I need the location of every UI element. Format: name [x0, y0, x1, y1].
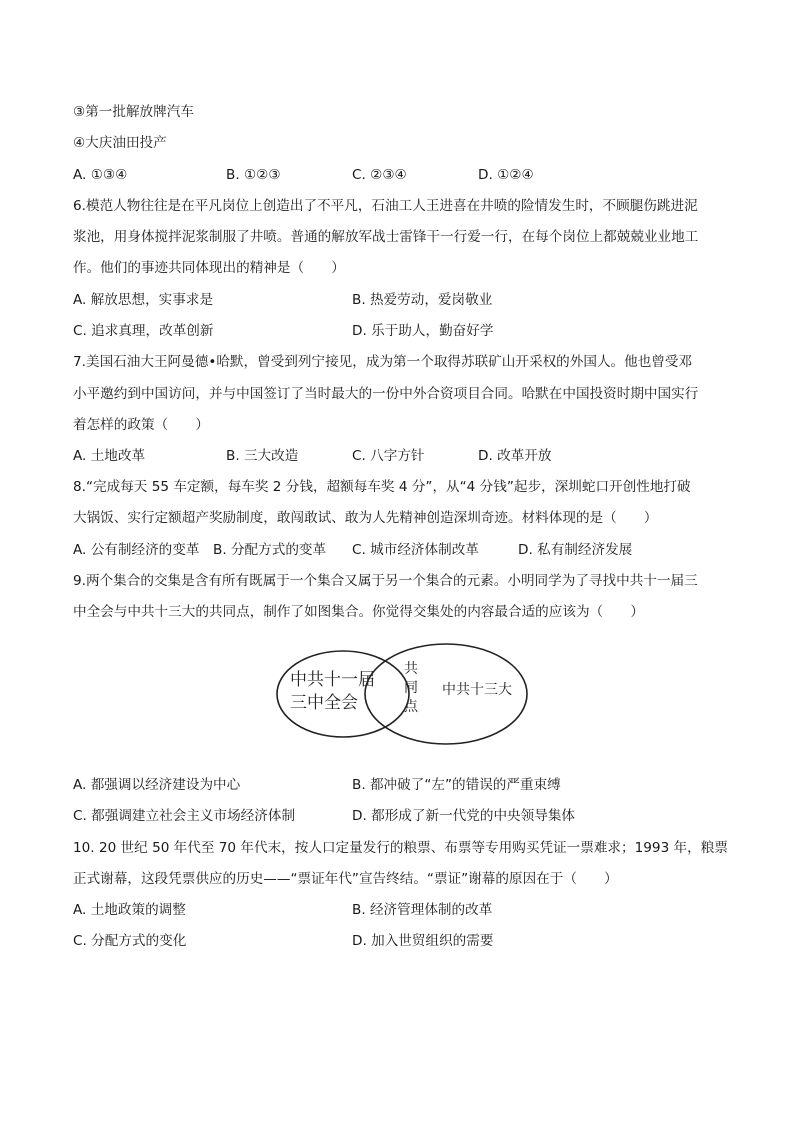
q6-option-b: B. 热爱劳动，爱岗敬业 — [352, 292, 493, 308]
venn-right-label: 中共十三大 — [442, 682, 512, 698]
q7-option-c: C. 八字方针 — [352, 448, 425, 464]
q5-item-4: ④大庆油田投产 — [73, 135, 167, 151]
q7-option-b: B. 三大改造 — [226, 448, 299, 464]
q10-option-b: B. 经济管理体制的改革 — [352, 902, 493, 918]
q5-option-c: C. ②③④ — [352, 167, 407, 183]
venn-left-label-line-2: 三中全会 — [290, 693, 358, 713]
q7-stem-line-1: 7.美国石油大王阿曼德•哈默，曾受到列宁接见，成为第一个取得苏联矿山开采权的外国人。他也曾受邓 — [73, 354, 693, 370]
q7-option-d: D. 改革开放 — [478, 448, 552, 464]
q9-stem-line-1: 9.两个集合的交集是含有所有既属于一个集合又属于另一个集合的元素。小明同学为了寻找中共十一届三 — [73, 573, 698, 589]
q8-stem-line-2: 大锅饭、实行定额超产奖励制度，敢闯敢试、敢为人先精神创造深圳奇迹。材料体现的是（ ） — [73, 510, 658, 526]
q9-stem-line-2: 中全会与中共十三大的共同点，制作了如图集合。你觉得交集处的内容最合适的应该为（ ） — [73, 604, 644, 620]
q5-option-b: B. ①②③ — [226, 167, 281, 183]
q10-stem-line-1: 10. 20 世纪 50 年代至 70 年代末，按人口定量发行的粮票、布票等专用购买凭证一票难求；1993 年，粮票 — [73, 840, 728, 856]
q10-option-d: D. 加入世贸组织的需要 — [352, 933, 494, 949]
q10-option-c: C. 分配方式的变化 — [73, 933, 187, 949]
q6-option-c: C. 追求真理，改革创新 — [73, 323, 214, 339]
q6-stem-line-3: 作。他们的事迹共同体现出的精神是（ ） — [73, 260, 345, 276]
q9-option-d: D. 都形成了新一代党的中央领导集体 — [352, 808, 576, 824]
q9-option-c: C. 都强调建立社会主义市场经济体制 — [73, 808, 296, 824]
q10-option-a: A. 土地政策的调整 — [73, 902, 186, 918]
q6-stem-line-2: 浆池，用身体搅拌泥浆制服了井喷。普通的解放军战士雷锋干一行爱一行，在每个岗位上都兢兢业业地工 — [73, 229, 699, 245]
q6-option-a: A. 解放思想，实事求是 — [73, 292, 214, 308]
q5-option-a: A. ①③④ — [73, 167, 128, 183]
venn-center-char-2: 同 — [404, 680, 418, 696]
q10-stem-line-2: 正式谢幕，这段凭票供应的历史——“票证年代”宣告终结。“票证”谢幕的原因在于（ ） — [73, 871, 618, 887]
q9-option-a: A. 都强调以经济建设为中心 — [73, 777, 241, 793]
q8-stem-line-1: 8.“完成每天 55 车定额，每车奖 2 分钱，超额每车奖 4 分”，从“4 分钱”起步，深圳蛇口开创性地打破 — [73, 479, 691, 495]
q8-option-b: B. 分配方式的变革 — [213, 542, 327, 558]
venn-diagram — [270, 642, 532, 746]
q9-option-b: B. 都冲破了“左”的错误的严重束缚 — [352, 777, 561, 793]
q6-stem-line-1: 6.模范人物往往是在平凡岗位上创造出了不平凡，石油工人王进喜在井喷的险情发生时，不顾腿伤跳进泥 — [73, 198, 698, 214]
q6-option-d: D. 乐于助人，勤奋好学 — [352, 323, 494, 339]
q5-item-3: ③第一批解放牌汽车 — [73, 104, 194, 120]
q5-option-d: D. ①②④ — [478, 167, 534, 183]
q7-stem-line-2: 小平邀约到中国访问，并与中国签订了当时最大的一份中外合资项目合同。哈默在中国投资时期中国实行 — [73, 386, 699, 402]
q7-option-a: A. 土地改革 — [73, 448, 146, 464]
venn-center-char-3: 点 — [404, 699, 418, 715]
venn-left-label-line-1: 中共十一届 — [290, 670, 375, 690]
q8-option-d: D. 私有制经济发展 — [518, 542, 633, 558]
q8-option-a: A. 公有制经济的变革 — [73, 542, 200, 558]
q7-stem-line-3: 着怎样的政策（ ） — [73, 417, 209, 433]
venn-center-char-1: 共 — [404, 661, 418, 677]
q8-option-c: C. 城市经济体制改革 — [352, 542, 479, 558]
